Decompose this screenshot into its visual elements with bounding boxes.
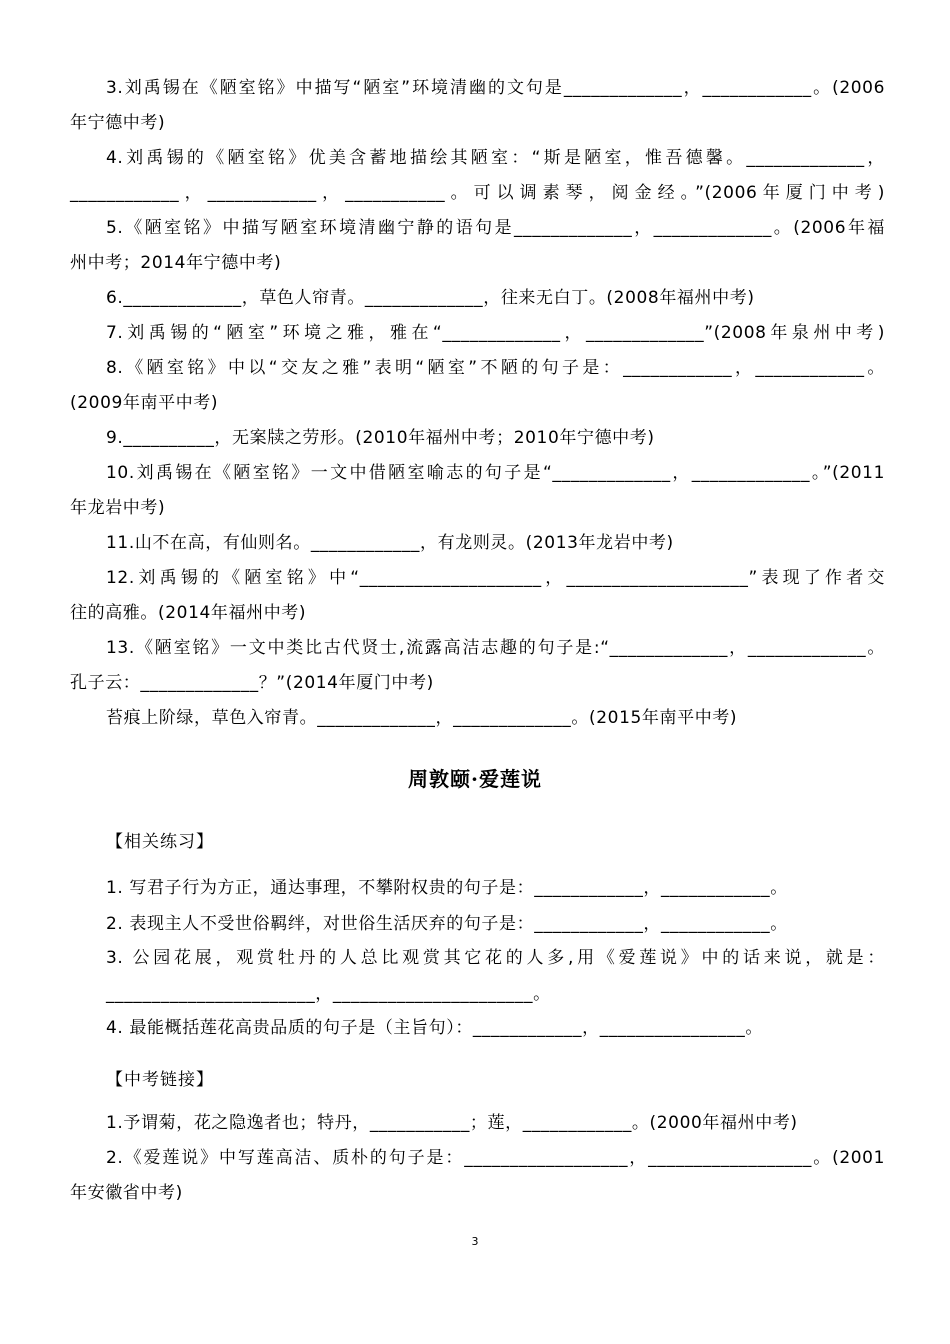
practice-2: 2. 表现主人不受世俗羁绊，对世俗生活厌弃的句子是：____________，____________。 bbox=[106, 914, 788, 934]
exam-2-line-1: 2.《爱莲说》中写莲高洁、质朴的句子是：__________________，__________________。(2001 bbox=[106, 1148, 885, 1168]
question-13-line-1: 13.《陋室铭》一文中类比古代贤士,流露高洁志趣的句子是:“_____________，_____________。 bbox=[106, 638, 885, 658]
page-number: 3 bbox=[471, 1235, 479, 1248]
question-8-line-1: 8.《陋室铭》中以“交友之雅”表明“陋室”不陋的句子是：____________，____________。 bbox=[106, 358, 885, 378]
exam-heading: 【中考链接】 bbox=[106, 1070, 214, 1090]
question-12-line-2: 往的高雅。(2014年福州中考) bbox=[70, 603, 307, 623]
question-10-line-1: 10.刘禹锡在《陋室铭》一文中借陋室喻志的句子是“_____________，_____________。”(2011 bbox=[106, 463, 885, 483]
question-8-line-2: (2009年南平中考) bbox=[70, 393, 219, 413]
question-4-line-1: 4.刘禹锡的《陋室铭》优美含蓄地描绘其陋室：“斯是陋室，惟吾德馨。_____________， bbox=[106, 148, 885, 168]
practice-3-line-1: 3. 公园花展，观赏牡丹的人总比观赏其它花的人多,用《爱莲说》中的话来说，就是： bbox=[106, 948, 885, 968]
practice-3-line-2: _______________________，______________________。 bbox=[106, 984, 551, 1004]
practice-1: 1. 写君子行为方正，通达事理，不攀附权贵的句子是：____________，____________。 bbox=[106, 878, 788, 898]
question-12-line-1: 12.刘禹锡的《陋室铭》中“____________________，____________________”表现了作者交 bbox=[106, 568, 885, 588]
question-7: 7.刘禹锡的“陋室”环境之雅，雅在“_____________，_____________”(2008年泉州中考) bbox=[106, 323, 885, 343]
question-13-line-2: 孔子云：_____________？”(2014年厦门中考) bbox=[70, 673, 434, 693]
question-9: 9.__________，无案牍之劳形。(2010年福州中考；2010年宁德中考) bbox=[106, 428, 655, 448]
question-3-line-1: 3.刘禹锡在《陋室铭》中描写“陋室”环境清幽的文句是_____________，____________。(2006 bbox=[106, 78, 885, 98]
question-6: 6._____________，草色人帘青。_____________，往来无白丁。(2008年福州中考) bbox=[106, 288, 755, 308]
question-5-line-1: 5.《陋室铭》中描写陋室环境清幽宁静的语句是_____________，_____________。(2006年福 bbox=[106, 218, 885, 238]
question-5-line-2: 州中考；2014年宁德中考) bbox=[70, 253, 282, 273]
question-4-line-2: ____________，____________，___________。可以调素琴，阅金经。”(2006年厦门中考) bbox=[70, 183, 885, 203]
question-10-line-2: 年龙岩中考) bbox=[70, 498, 166, 518]
exam-1: 1.予谓菊，花之隐逸者也；特丹，___________；莲，____________。(2000年福州中考) bbox=[106, 1113, 798, 1133]
question-14: 苔痕上阶绿，草色入帘青。_____________，_____________。(2015年南平中考) bbox=[106, 708, 738, 728]
question-11: 11.山不在高，有仙则名。____________，有龙则灵。(2013年龙岩中考) bbox=[106, 533, 674, 553]
practice-4: 4. 最能概括莲花高贵品质的句子是（主旨句）：____________，________________。 bbox=[106, 1018, 763, 1038]
question-3-line-2: 年宁德中考) bbox=[70, 113, 166, 133]
exam-2-line-2: 年安徽省中考) bbox=[70, 1183, 183, 1203]
practice-heading: 【相关练习】 bbox=[106, 832, 214, 852]
section-title: 周敦颐·爱莲说 bbox=[408, 767, 542, 791]
